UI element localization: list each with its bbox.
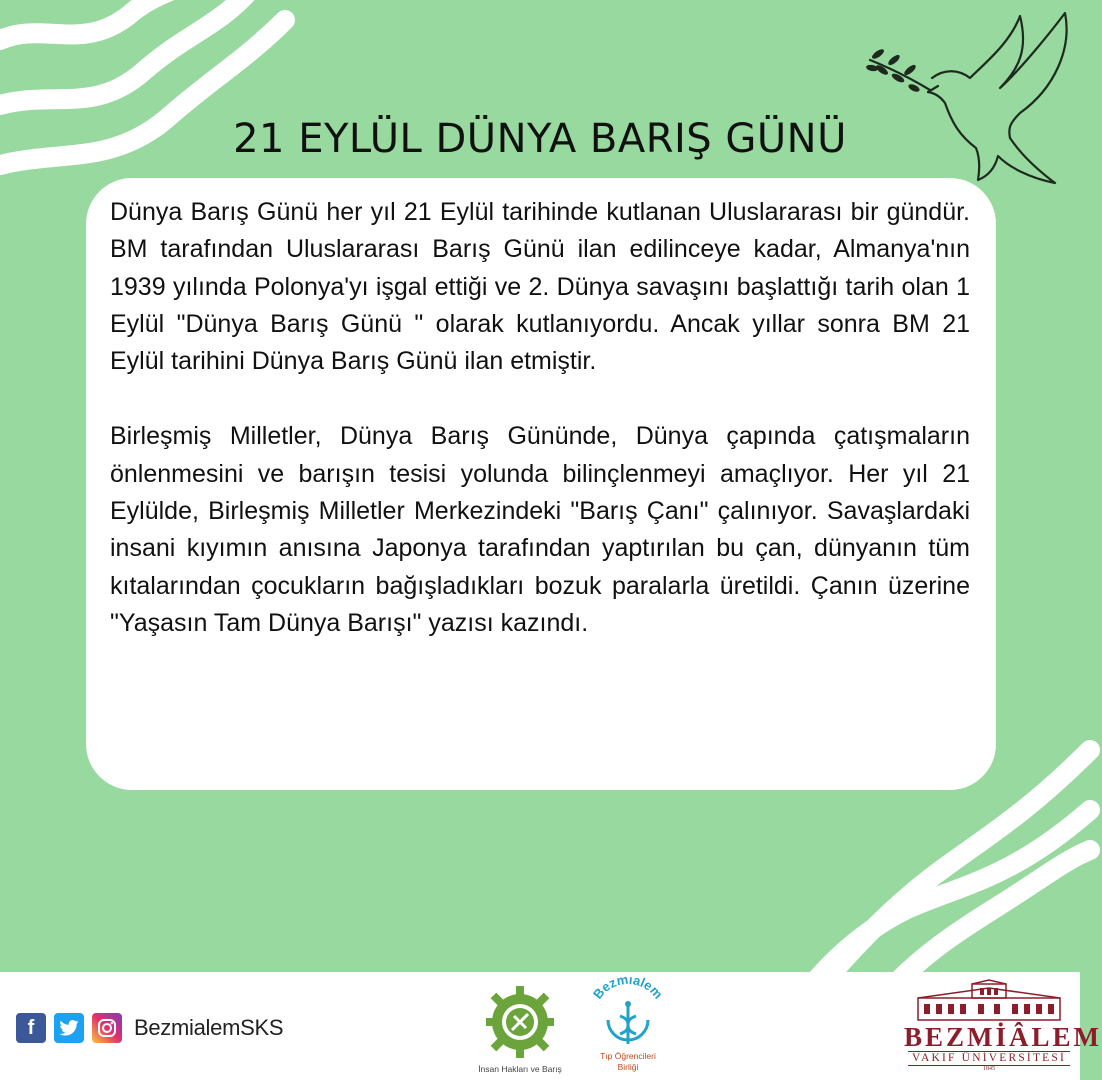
- paragraph-2: Birleşmiş Milletler, Dünya Barış Gününde, Dünya çapında çatışmaların önlenmesini ve barışın tesisi yolunda bilinçlenmeyi amaçlıyor. Her yıl 21 Eylülde, Birleşmiş Milletler Merkezindeki "Barış Çanı" çalınıyor. Savaşlardaki insani kıyımın anısına Japonya tarafından yaptırılan bu çan, dünyanın tüm kıtalarından çocukların bağışladıkları bozuk paralarla üretildi. Çanın üzerine "Yaşasın Tam Dünya Barışı" yazısı kazındı.: [110, 422, 970, 637]
- university-name: BEZMİÂLEM: [904, 1022, 1102, 1052]
- text-card: [86, 178, 996, 790]
- arc-logo-text: Bezmialem: [590, 976, 666, 1002]
- university-subtitle: VAKIF ÜNİVERSİTESİ: [908, 1051, 1070, 1066]
- student-union-caption-1: Tıp Öğrencileri: [600, 1051, 656, 1061]
- university-year: 1845: [983, 1066, 995, 1072]
- student-union-caption-2: Birliği: [617, 1062, 639, 1072]
- page-title: 21 EYLÜL DÜNYA BARIŞ GÜNÜ: [233, 116, 847, 162]
- university-logo: [904, 980, 1102, 1075]
- caduceus-emblem-icon: [586, 976, 670, 1046]
- instagram-icon[interactable]: [92, 1013, 122, 1043]
- social-handle[interactable]: BezmialemSKS: [134, 1015, 284, 1040]
- social-links: [16, 1012, 283, 1044]
- university-building-icon: [914, 980, 1064, 1022]
- human-rights-caption: İnsan Hakları ve Barış: [478, 1064, 562, 1074]
- gear-emblem-icon: [482, 982, 558, 1058]
- paragraph-1: Dünya Barış Günü her yıl 21 Eylül tarihinde kutlanan Uluslararası bir gündür. BM tarafından Uluslararası Barış Günü ilan edilinceye kadar, Almanya'nın 1939 yılında Polonya'yı işgal ettiği ve 2. Dünya savaşını başlattığı tarih olan 1 Eylül "Dünya Barış Günü " olarak kutlanıyordu. Ancak yıllar sonra BM 21 Eylül tarihini Dünya Barış Günü ilan etmiştir.: [110, 198, 970, 376]
- footer-bar: [0, 972, 1102, 1080]
- twitter-icon[interactable]: [54, 1013, 84, 1043]
- facebook-icon[interactable]: f: [16, 1013, 46, 1043]
- dove-with-olive-branch-icon: [860, 8, 1075, 193]
- svg-text:Bezmialem: [590, 976, 666, 1002]
- medical-students-association-logo: [583, 976, 673, 1076]
- human-rights-peace-logo: [470, 982, 570, 1077]
